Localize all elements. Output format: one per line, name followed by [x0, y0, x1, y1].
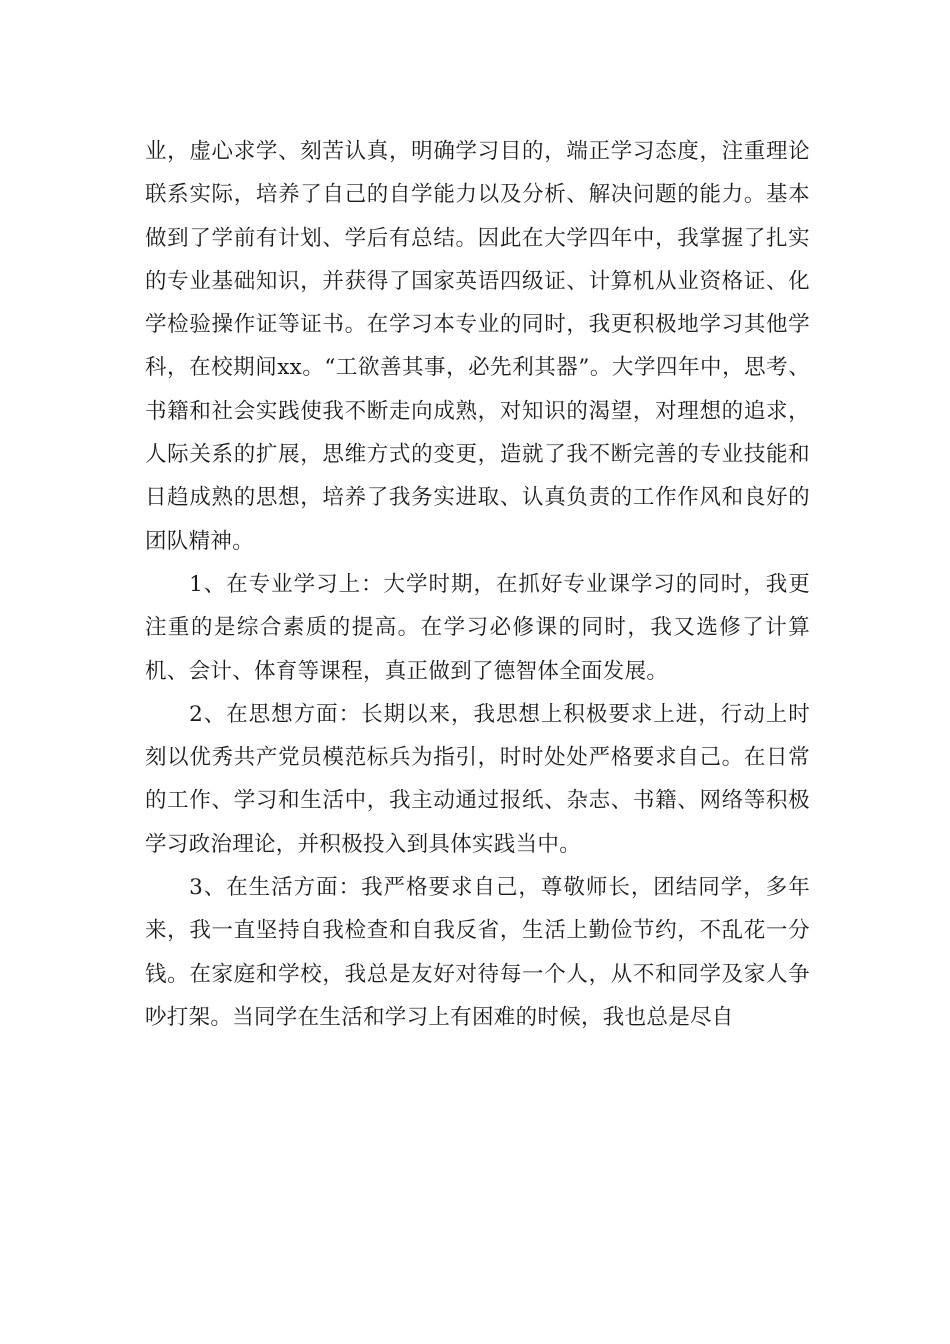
paragraph-study-overview: 业，虚心求学、刻苦认真，明确学习目的，端正学习态度，注重理论联系实际，培养了自己的自学能力以及分析、解决问题的能力。基本做到了学前有计划、学后有总结。因此在大学四年中，我掌握了扎实的专业基础知识，并获得了国家英语四级证、计算机从业资格证、化学检验操作证等证书。在学习本专业的同时，我更积极地学习其他学科，在校期间xx。“工欲善其事，必先利其器”。大学四年中，思考、书籍和社会实践使我不断走向成熟，对知识的渴望，对理想的追求，人际关系的扩展，思维方式的变更，造就了我不断完善的专业技能和日趋成熟的思想，培养了我务实进取、认真负责的工作作风和良好的团队精神。 [145, 139, 810, 554]
paragraph-ideology: 2、在思想方面：长期以来，我思想上积极要求上进，行动上时刻以优秀共产党员模范标兵为指引，时时处处严格要求自己。在日常的工作、学习和生活中，我主动通过报纸、杂志、书籍、网络等积极学习政治理论，并积极投入到具体实践当中。 [145, 701, 810, 857]
paragraph-life: 3、在生活方面：我严格要求自己，尊敬师长，团结同学，多年来，我一直坚持自我检查和自我反省，生活上勤俭节约，不乱花一分钱。在家庭和学校，我总是友好对待每一个人，从不和同学及家人争吵打架。当同学在生活和学习上有困难的时候，我也总是尽自 [145, 875, 810, 1030]
document-body [145, 130, 810, 1039]
paragraph-professional-study: 1、在专业学习上：大学时期，在抓好专业课学习的同时，我更注重的是综合素质的提高。在学习必修课的同时，我又选修了计算机、会计、体育等课程，真正做到了德智体全面发展。 [145, 571, 810, 684]
